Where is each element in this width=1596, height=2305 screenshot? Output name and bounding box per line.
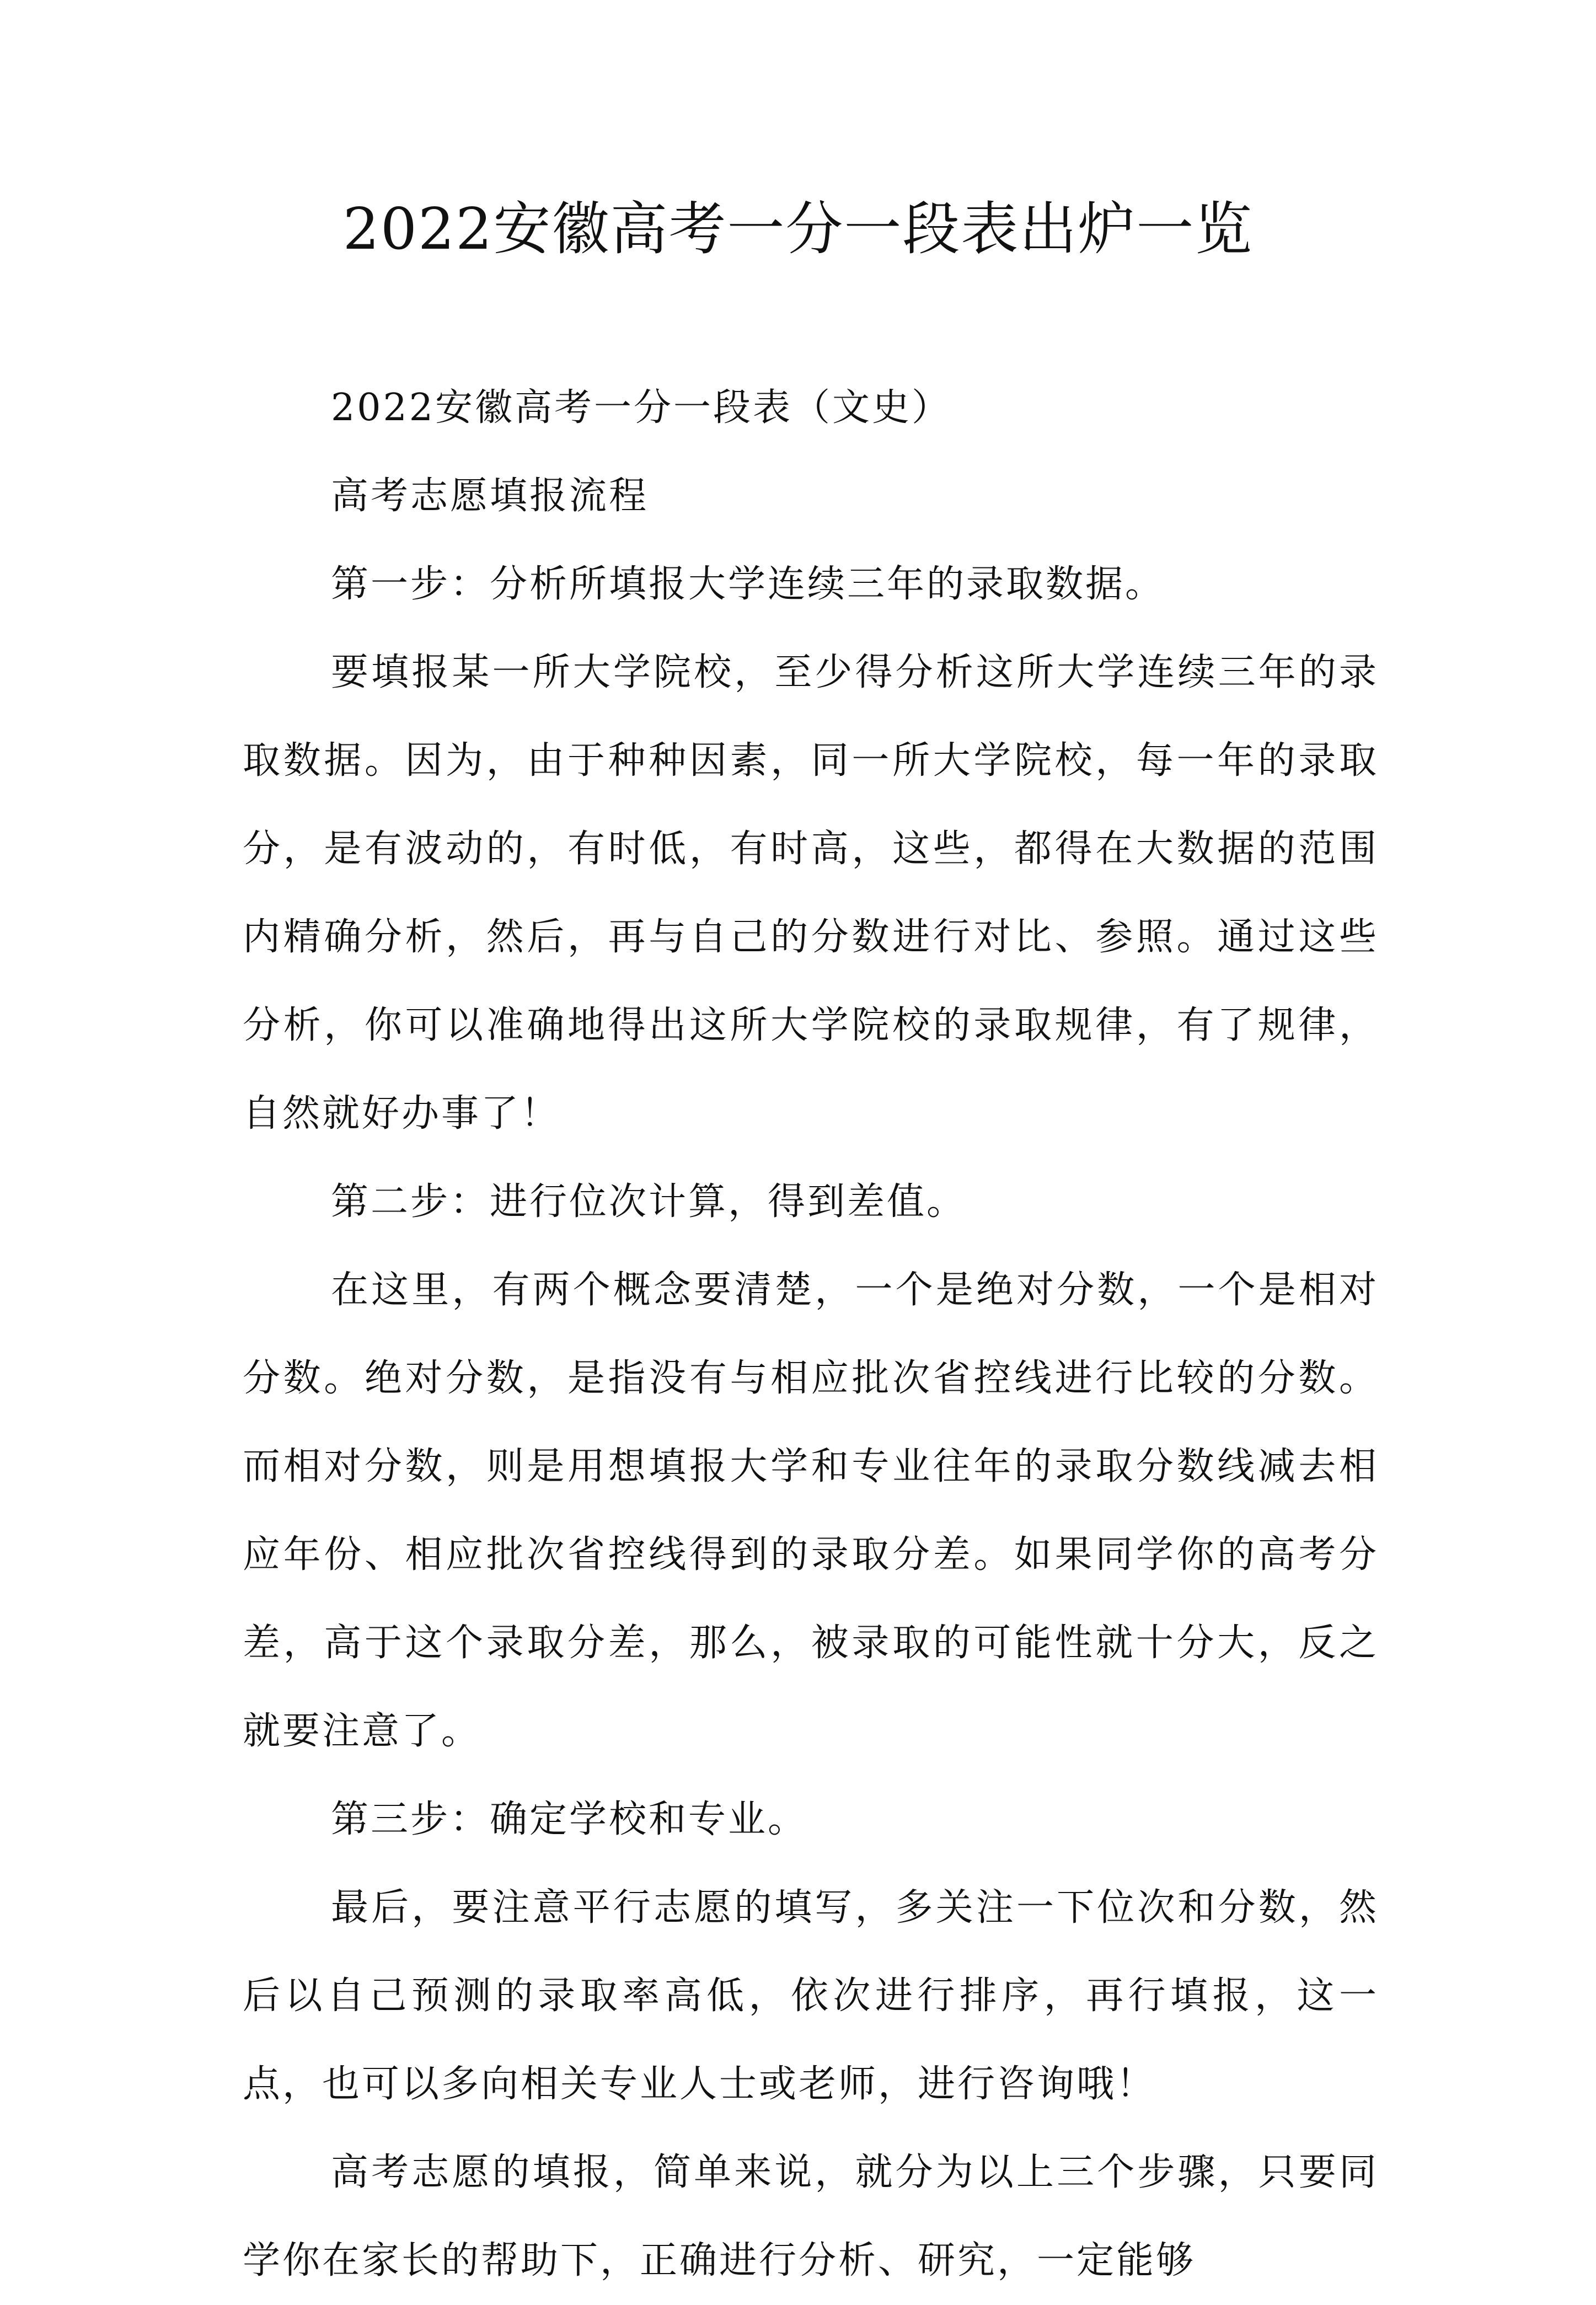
paragraph-step-three-detail: 最后，要注意平行志愿的填写，多关注一下位次和分数，然后以自己预测的录取率高低，依次进行排序，再行填报，这一点，也可以多向相关专业人士或老师，进行咨询哦！ [243, 1886, 1379, 2106]
document-body [243, 364, 1379, 2305]
paragraph-summary: 高考志愿的填报，简单来说，就分为以上三个步骤，只要同学你在家长的帮助下，正确进行分析、研究，一定能够 [243, 2151, 1379, 2282]
paragraph-heading-process: 高考志愿填报流程 [331, 474, 649, 518]
document-title: 2022安徽高考一分一段表出炉一览 [342, 195, 1254, 262]
paragraph-step-two-detail: 在这里，有两个概念要清楚，一个是绝对分数，一个是相对分数。绝对分数，是指没有与相应批次省控线进行比较的分数。而相对分数，则是用想填报大学和专业往年的录取分数线减去相应年份、相应批次省控线得到的录取分差。如果同学你的高考分差，高于这个录取分差，那么，被录取的可能性就十分大，反之就要注意了。 [243, 1268, 1379, 1753]
paragraph-step-two: 第二步：进行位次计算，得到差值。 [331, 1180, 967, 1224]
paragraph-subtitle-table: 2022安徽高考一分一段表（文史） [331, 386, 952, 430]
paragraph-step-three: 第三步：确定学校和专业。 [331, 1798, 808, 1841]
paragraph-step-one-detail: 要填报某一所大学院校，至少得分析这所大学连续三年的录取数据。因为，由于种种因素，同一所大学院校，每一年的录取分，是有波动的，有时低，有时高，这些，都得在大数据的范围内精确分析，然后，再与自己的分数进行对比、参照。通过这些分析，你可以准确地得出这所大学院校的录取规律，有了规律，自然就好办事了！ [243, 651, 1379, 1135]
paragraph-step-one: 第一步：分析所填报大学连续三年的录取数据。 [331, 562, 1165, 606]
